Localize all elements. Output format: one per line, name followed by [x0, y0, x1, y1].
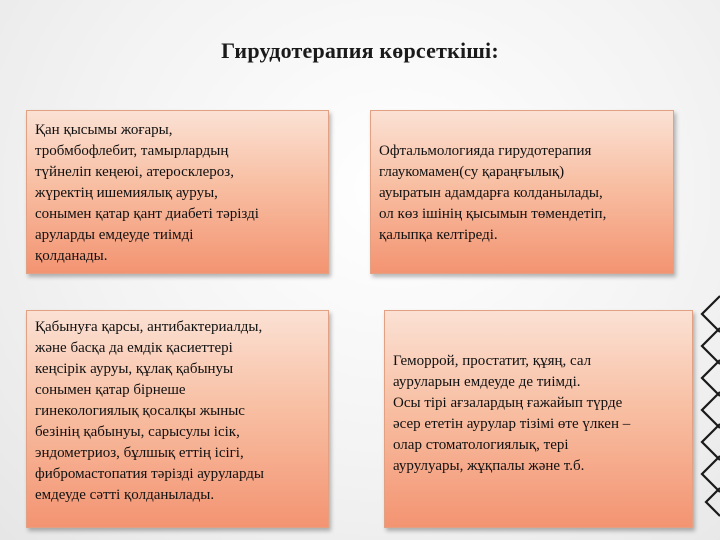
- text-box-anti-inflammatory-text: Қабынуға қарсы, антибактериалды, және басқа да емдік қасиеттері кеңсірік ауруы, құлақ қабынуы сонымен қатар бірнеше гинекологиялық қосалқы жыныс безінің қабынуы, сарысулы ісік, эндометриоз, бұлшық еттің ісігі, фибромастопатия тәрізді ауруларды емдеуде сәтті қолданылады.: [35, 319, 264, 503]
- text-box-ophthalmology-text: Офтальмологияда гирудотерапия глаукомамен(су қараңғылық) ауыратын адамдарға колданылады, ол көз ішінің қысымын төмендетіп, қалыпқа келтіреді.: [379, 143, 607, 243]
- text-box-hemorrhoids-text: Геморрой, простатит, құяң, сал ауруларын емдеуде де тиімді. Осы тірі ағзалардың ғажайып түрде әсер ететін аурулар тізімі өте үлкен – олар стоматологиялық, тері аурулуары, жұқпалы және т.б.: [393, 353, 631, 474]
- text-box-anti-inflammatory: [26, 310, 329, 528]
- text-box-blood-pressure: [26, 110, 329, 274]
- text-box-hemorrhoids: [384, 310, 693, 528]
- text-box-blood-pressure-text: Қан қысымы жоғары, тробмбофлебит, тамырлардың түйнеліп кеңеюі, атеросклероз, жүректің ишемиялық ауруы, сонымен қатар қант диабеті тәрізді аруларды емдеуде тиімді қолданады.: [35, 122, 259, 264]
- slide-title: Гирудотерапия көрсеткіші:: [221, 38, 499, 63]
- text-box-ophthalmology: [370, 110, 674, 274]
- decorative-chevron-ribbon: [694, 292, 720, 518]
